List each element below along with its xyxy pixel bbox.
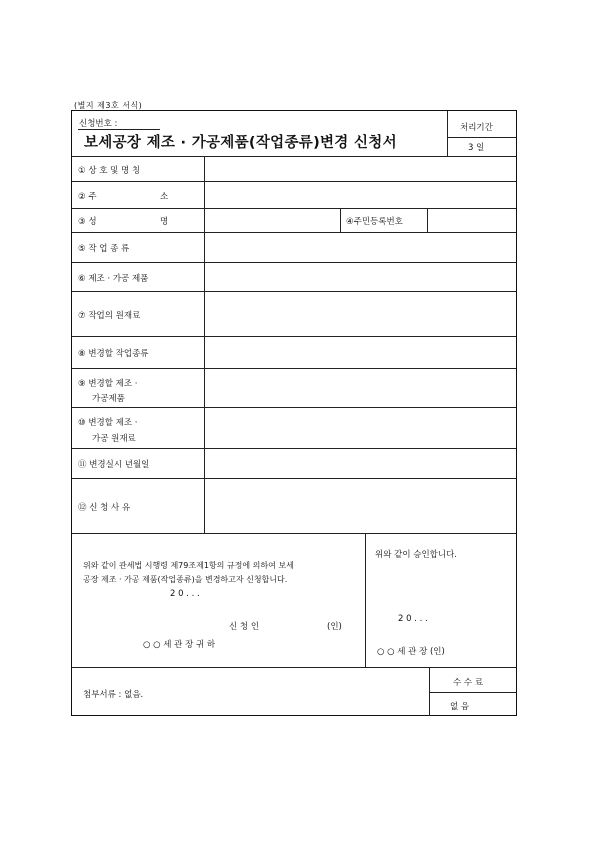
approval-statement: 위와 같이 승인합니다. bbox=[375, 550, 458, 560]
change-date-label: ⑪ 변경실시 년월일 bbox=[78, 460, 150, 470]
processing-period-value: 3 일 bbox=[468, 143, 485, 153]
new-work-type-field[interactable] bbox=[205, 337, 515, 368]
resident-no-label: ④주민등록번호 bbox=[346, 217, 403, 227]
name-field[interactable] bbox=[205, 209, 339, 232]
reason-label: ⑫ 신 청 사 유 bbox=[78, 503, 131, 513]
address-field[interactable] bbox=[205, 182, 515, 208]
attachments-label: 첨부서류 : 없음. bbox=[83, 690, 144, 700]
new-materials-field[interactable] bbox=[205, 408, 515, 448]
new-products-field[interactable] bbox=[205, 369, 515, 407]
processing-period-divider bbox=[447, 111, 448, 156]
approval-signature: ○ ○ 세 관 장 (인) bbox=[377, 647, 445, 657]
form-number-label: (별지 제3호 서식) bbox=[74, 101, 143, 110]
work-type-label: ⑤ 작 업 종 류 bbox=[78, 244, 130, 254]
applicant-seal: (인) bbox=[327, 622, 342, 632]
section-line bbox=[72, 667, 516, 668]
application-statement-line2: 공장 제조 · 가공 제품(작업종류)을 변경하고자 신청합니다. bbox=[83, 575, 288, 584]
new-materials-label-line1: ⑩ 변경할 제조 · bbox=[78, 418, 138, 428]
raw-materials-label: ⑦ 작업의 원재료 bbox=[78, 311, 141, 321]
recipient-line: ○ ○ 세 관 장 귀 하 bbox=[143, 640, 216, 650]
fee-row-line bbox=[429, 692, 516, 693]
new-materials-label-line2: 가공 원재료 bbox=[92, 434, 136, 444]
name-label-suffix: 명 bbox=[160, 217, 169, 227]
fee-divider bbox=[429, 667, 430, 716]
new-work-type-label: ⑧ 변경할 작업종류 bbox=[78, 349, 149, 359]
page-title: 보세공장 제조 · 가공제품(작업종류)변경 신청서 bbox=[84, 135, 397, 151]
application-statement-line1: 위와 같이 관세법 시행령 제79조제1항의 규정에 의하여 보세 bbox=[83, 561, 294, 570]
fee-label: 수 수 료 bbox=[453, 678, 484, 688]
approval-divider bbox=[365, 533, 366, 667]
products-field[interactable] bbox=[205, 263, 515, 291]
application-number-label: 신청번호 : bbox=[79, 119, 118, 129]
fee-value: 없 음 bbox=[450, 702, 470, 712]
name-label: ③ 성 bbox=[78, 217, 97, 227]
business-name-label: ① 상 호 및 명 칭 bbox=[78, 166, 141, 176]
raw-materials-field[interactable] bbox=[205, 292, 515, 336]
reason-field[interactable] bbox=[205, 479, 515, 533]
products-label: ⑥ 제조 · 가공 제품 bbox=[78, 274, 149, 284]
application-date: 2 0 . . . bbox=[170, 589, 200, 599]
business-name-field[interactable] bbox=[205, 157, 515, 181]
processing-period-row-line bbox=[447, 137, 516, 138]
approval-date: 2 0 . . . bbox=[398, 614, 428, 624]
new-products-label-line1: ⑨ 변경할 제조 · bbox=[78, 379, 138, 389]
work-type-field[interactable] bbox=[205, 233, 515, 262]
section-line bbox=[72, 533, 516, 534]
new-products-label-line2: 가공제품 bbox=[92, 394, 125, 404]
address-label: ② 주 bbox=[78, 192, 97, 202]
resident-no-divider-left bbox=[340, 208, 341, 232]
change-date-field[interactable] bbox=[205, 449, 515, 478]
applicant-label: 신 청 인 bbox=[229, 622, 260, 632]
address-label-suffix: 소 bbox=[160, 192, 169, 202]
resident-no-field[interactable] bbox=[428, 209, 515, 232]
processing-period-label: 처리기간 bbox=[460, 123, 493, 133]
application-number-field[interactable] bbox=[78, 129, 160, 130]
